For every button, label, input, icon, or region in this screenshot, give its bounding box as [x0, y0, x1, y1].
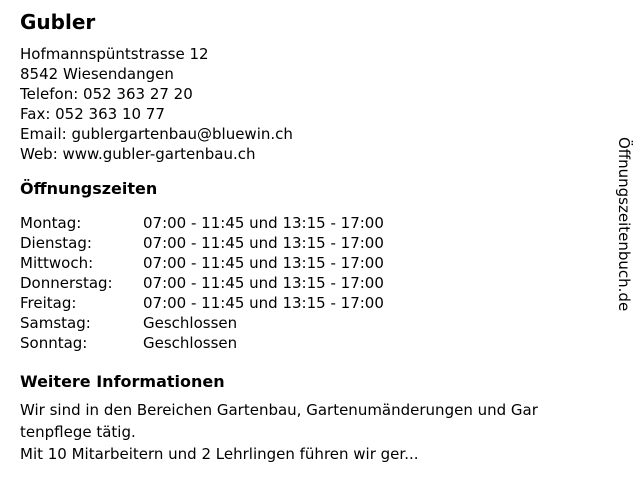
day-hours: 07:00 - 11:45 und 13:15 - 17:00 — [143, 234, 384, 252]
hours-row-wednesday — [20, 253, 612, 273]
day-hours: 07:00 - 11:45 und 13:15 - 17:00 — [143, 294, 384, 312]
info-line-2: tenpflege tätig. — [20, 423, 136, 441]
day-hours: 07:00 - 11:45 und 13:15 - 17:00 — [143, 254, 384, 272]
day-label: Sonntag: — [20, 334, 88, 352]
hours-row-friday — [20, 293, 612, 313]
fax-line: Fax: 052 363 10 77 — [20, 105, 165, 123]
phone-line: Telefon: 052 363 27 20 — [20, 85, 193, 103]
day-label: Freitag: — [20, 294, 77, 312]
address-city: 8542 Wiesendangen — [20, 65, 174, 83]
day-label: Donnerstag: — [20, 274, 113, 292]
opening-hours-heading: Öffnungszeiten — [20, 179, 158, 198]
day-hours: Geschlossen — [143, 314, 238, 332]
email-line[interactable]: Email: gublergartenbau@bluewin.ch — [20, 125, 293, 143]
address-street: Hofmannspüntstrasse 12 — [20, 45, 209, 63]
hours-row-sunday — [20, 333, 612, 353]
web-line[interactable]: Web: www.gubler-gartenbau.ch — [20, 145, 256, 163]
site-watermark-label: Öffnungszeitenbuch.de — [615, 137, 633, 312]
day-hours: 07:00 - 11:45 und 13:15 - 17:00 — [143, 274, 384, 292]
day-label: Dienstag: — [20, 234, 92, 252]
further-info-heading: Weitere Informationen — [20, 372, 225, 391]
hours-row-tuesday — [20, 233, 612, 253]
day-hours: Geschlossen — [143, 334, 238, 352]
day-hours: 07:00 - 11:45 und 13:15 - 17:00 — [143, 214, 384, 232]
day-label: Mittwoch: — [20, 254, 94, 272]
contact-block — [20, 44, 612, 164]
opening-hours-table — [20, 213, 612, 353]
further-info-text — [20, 399, 612, 465]
info-line-3: Mit 10 Mitarbeitern und 2 Lehrlingen führen wir ger... — [20, 445, 419, 463]
page-title: Gubler — [20, 10, 96, 34]
listing-content — [20, 0, 612, 465]
day-label: Samstag: — [20, 314, 91, 332]
info-line-1: Wir sind in den Bereichen Gartenbau, Gartenumänderungen und Gar — [20, 401, 538, 419]
hours-row-saturday — [20, 313, 612, 333]
hours-row-thursday — [20, 273, 612, 293]
day-label: Montag: — [20, 214, 82, 232]
hours-row-monday — [20, 213, 612, 233]
